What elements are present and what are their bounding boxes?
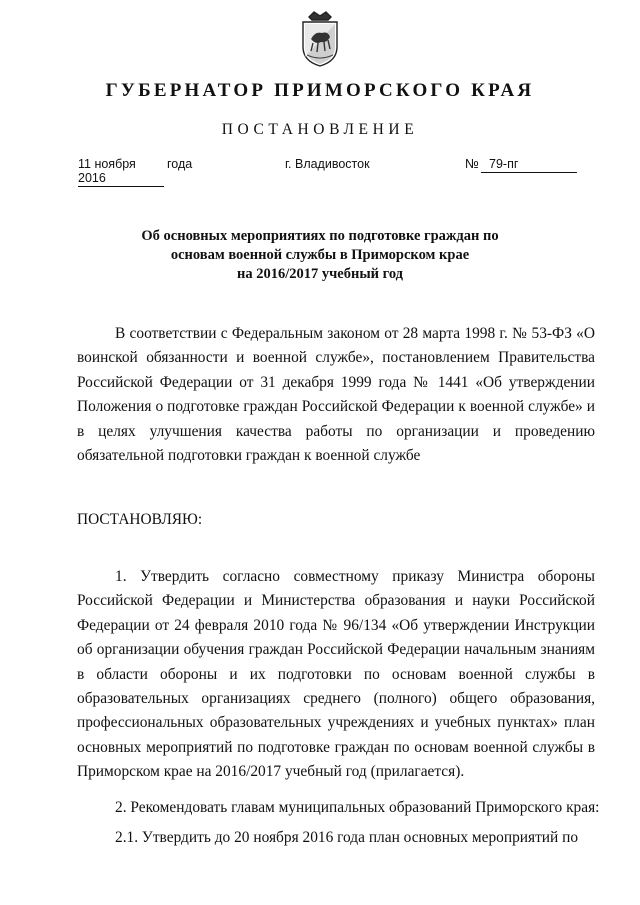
issuer-title: ГУБЕРНАТОР ПРИМОРСКОГО КРАЯ (105, 80, 535, 101)
preamble-text: В соответствии с Федеральным законом от 28 марта 1998 г. № 53-ФЗ «О воинской обязанности и военной службе», постановлением Правительства Российской Федерации от 31 декабря 1999 года № 1441 «Об утверждении Положения о подготовке граждан Российской Федерации к военной службе» и в целях улучшения качества работы по организации и проведению обязательной подготовки граждан к военной службе (77, 325, 595, 465)
decree-word: ПОСТАНОВЛЯЮ: (77, 511, 203, 528)
preamble-paragraph (77, 322, 595, 468)
item-2-1-text: 2.1. Утвердить до 20 ноября 2016 года план основных мероприятий по (115, 829, 579, 846)
decree-number: 79-пг (481, 157, 577, 173)
title-line: основам военной службы в Приморском крае (170, 247, 470, 263)
coat-of-arms-emblem (297, 9, 343, 69)
document-title (0, 227, 640, 284)
title-line: Об основных мероприятиях по подготовке граждан по (141, 228, 499, 244)
document-type: ПОСТАНОВЛЕНИЕ (221, 121, 419, 138)
decree-date: 11 ноября 2016 (78, 157, 164, 187)
decree-city: г. Владивосток (285, 157, 370, 171)
item-2-paragraph: 2. Рекомендовать главам муниципальных образований Приморского края: (115, 799, 600, 816)
number-sign: № (465, 156, 479, 171)
decree-date-suffix: года (167, 157, 193, 171)
item-1-paragraph (77, 565, 595, 785)
item-2-1-paragraph (77, 829, 595, 847)
title-line: на 2016/2017 учебный год (236, 266, 404, 282)
item-1-text: 1. Утвердить согласно совместному приказу Министра обороны Российской Федерации и Министерства образования и науки Российской Федерации от 24 февраля 2010 года № 96/134 «Об утверждении Инструкции об организации обучения граждан Российской Федерации начальным знаниям в области обороны и их подготовки по основам военной службы в образовательных организациях среднего (полного) общего образования, профессиональных образовательных учреждениях и учебных пунктах» план основных мероприятий по подготовке граждан по основам военной службы в Приморском крае на 2016/2017 учебный год (прилагается). (77, 568, 595, 781)
